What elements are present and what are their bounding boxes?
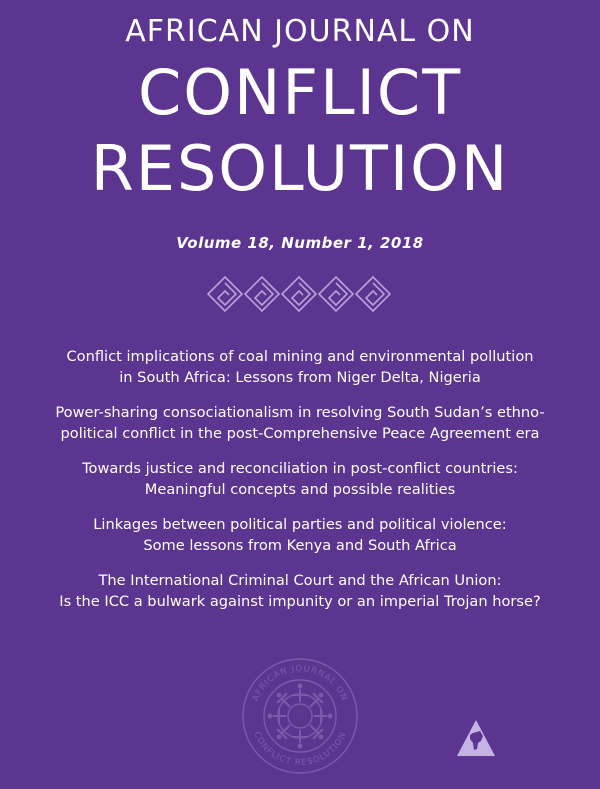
- article-title-line: Conflict implications of coal mining and environmental pollution: [66, 348, 534, 365]
- article-title-line: Power-sharing consociationalism in resolving South Sudan’s ethno-: [55, 404, 545, 421]
- journal-seal-icon: [241, 657, 359, 775]
- masthead-line-2: CONFLICT: [137, 56, 463, 129]
- article-title: [0, 570, 600, 612]
- article-title: [0, 346, 600, 388]
- masthead-line-3: RESOLUTION: [90, 132, 510, 205]
- article-title: [0, 514, 600, 556]
- svg-text:AFRICAN JOURNAL ON: AFRICAN JOURNAL ON: [250, 663, 350, 703]
- article-title-line: Is the ICC a bulwark against impunity or an imperial Trojan horse?: [59, 593, 541, 610]
- article-title: [0, 402, 600, 444]
- article-title: [0, 458, 600, 500]
- publisher-logo-icon: [456, 719, 496, 757]
- article-title-line: Towards justice and reconciliation in post-conflict countries:: [82, 460, 518, 477]
- article-title-line: Meaningful concepts and possible realities: [144, 481, 456, 498]
- article-list: [0, 346, 600, 626]
- article-title-line: The International Criminal Court and the African Union:: [98, 572, 502, 589]
- svg-text:CONFLICT RESOLUTION: CONFLICT RESOLUTION: [251, 730, 349, 769]
- issue-info: Volume 18, Number 1, 2018: [176, 234, 424, 252]
- article-title-line: Linkages between political parties and political violence:: [93, 516, 507, 533]
- article-title-line: Some lessons from Kenya and South Africa: [143, 537, 457, 554]
- article-title-line: political conflict in the post-Comprehensive Peace Agreement era: [60, 425, 540, 442]
- masthead-line-1: AFRICAN JOURNAL ON: [125, 14, 475, 49]
- ornament-icon: [0, 274, 600, 314]
- article-title-line: in South Africa: Lessons from Niger Delta, Nigeria: [119, 369, 481, 386]
